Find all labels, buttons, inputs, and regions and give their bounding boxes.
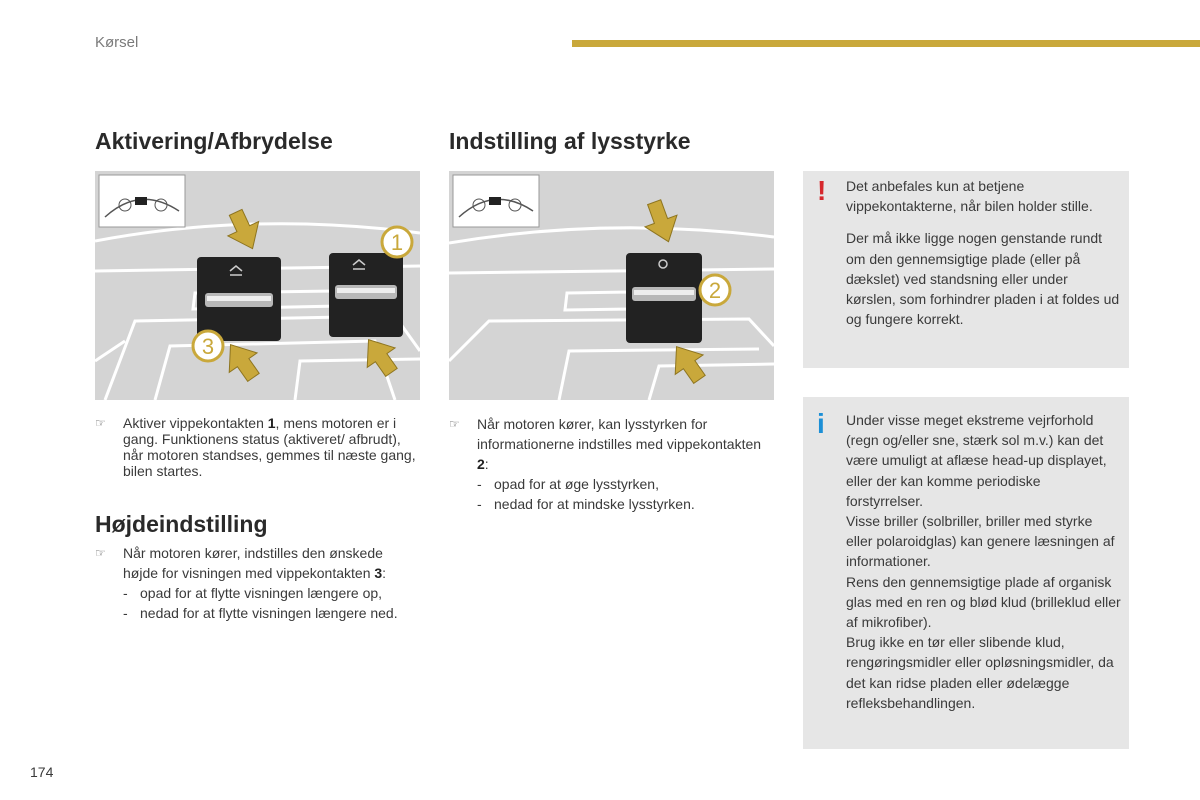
- dashboard-thumbnail-icon: [453, 175, 539, 227]
- info-text: [846, 410, 1121, 713]
- callout-3: [193, 331, 223, 361]
- svg-text:3: 3: [201, 334, 215, 359]
- svg-text:2: 2: [708, 278, 722, 303]
- switch-reference: 3: [374, 565, 383, 581]
- list-item: - nedad for at flytte visningen længere ned.: [123, 605, 398, 621]
- header-accent-bar: [572, 40, 1200, 47]
- callout-2: [700, 275, 730, 305]
- info-icon: i: [817, 408, 825, 439]
- switch-reference: 2: [477, 456, 485, 472]
- activation-heading: Aktivering/Afbrydelse: [95, 128, 333, 154]
- info-paragraph: Visse briller (solbriller, briller med styrke eller polaroidglas) kan genere læsningen af informationer.: [846, 513, 1115, 570]
- instruction-text: Når motoren kører, kan lysstyrken for informationerne indstilles med vippekontakten: [477, 416, 762, 452]
- warning-text: [846, 176, 1121, 341]
- instruction-text: , mens motoren er i gang. Funktionens status (aktiveret/ afbrudt), når motoren standses, gemmes til næste gang, bilen startes.: [123, 415, 416, 479]
- height-switch-icon: [197, 257, 281, 341]
- list-item: - nedad for at mindske lysstyrken.: [477, 496, 695, 512]
- warning-note: [803, 171, 1129, 368]
- instruction-text: :: [382, 565, 387, 581]
- section-label: Kørsel: [95, 34, 139, 51]
- activation-illustration: [95, 171, 420, 400]
- list-item: - opad for at øge lysstyrken,: [477, 476, 659, 492]
- warning-paragraph: Der må ikke ligge nogen genstande rundt om den gennemsigtige plade (eller på dækslet) ved standsning eller under kørslen, som forhindrer pladen i at foldes ud og fungere korrekt.: [846, 230, 1120, 328]
- warning-icon: !: [817, 175, 827, 206]
- height-heading: Højdeindstilling: [95, 511, 268, 537]
- instruction-text: :: [484, 456, 489, 472]
- instruction-text: Når motoren kører, indstilles den ønskede højde for visningen med vippekontakten: [123, 545, 383, 581]
- brightness-illustration: [449, 171, 774, 400]
- page-number: 174: [30, 764, 54, 780]
- svg-text:1: 1: [390, 230, 404, 255]
- finger-pointer-icon: ☞: [95, 416, 106, 430]
- activation-switch-icon: [329, 253, 403, 337]
- info-note: [803, 397, 1129, 749]
- list-item: [449, 414, 769, 474]
- switch-reference: 1: [267, 415, 276, 431]
- finger-pointer-icon: ☞: [95, 546, 106, 560]
- finger-pointer-icon: ☞: [449, 417, 460, 431]
- height-instructions: [95, 543, 420, 623]
- list-item: [95, 543, 420, 583]
- info-paragraph: Under visse meget ekstreme vejrforhold (regn og/eller sne, stærk sol m.v.) kan det være umuligt at aflæse head-up displayet, eller der kan komme periodiske forstyrrelser.: [846, 412, 1107, 509]
- info-paragraph: Rens den gennemsigtige plade af organisk glas med en ren og blød klud (brilleklud eller af mikrofiber).: [846, 573, 1121, 631]
- callout-1: [382, 227, 412, 257]
- brightness-heading: Indstilling af lysstyrke: [449, 128, 691, 154]
- warning-paragraph: Det anbefales kun at betjene vippekontakterne, når bilen holder stille.: [846, 178, 1093, 215]
- info-paragraph: Brug ikke en tør eller slibende klud, rengøringsmidler eller opløsningsmidler, da det kan ridse pladen eller ødelægge refleksbehandlingen.: [846, 634, 1114, 711]
- list-item: [95, 415, 420, 479]
- brightness-switch-icon: [626, 253, 702, 343]
- list-item: - opad for at flytte visningen længere op,: [123, 585, 383, 601]
- activation-instructions: [95, 415, 420, 479]
- brightness-instructions: [449, 414, 769, 514]
- instruction-text: Aktiver vippekontakten: [123, 415, 268, 431]
- dashboard-thumbnail-icon: [99, 175, 185, 227]
